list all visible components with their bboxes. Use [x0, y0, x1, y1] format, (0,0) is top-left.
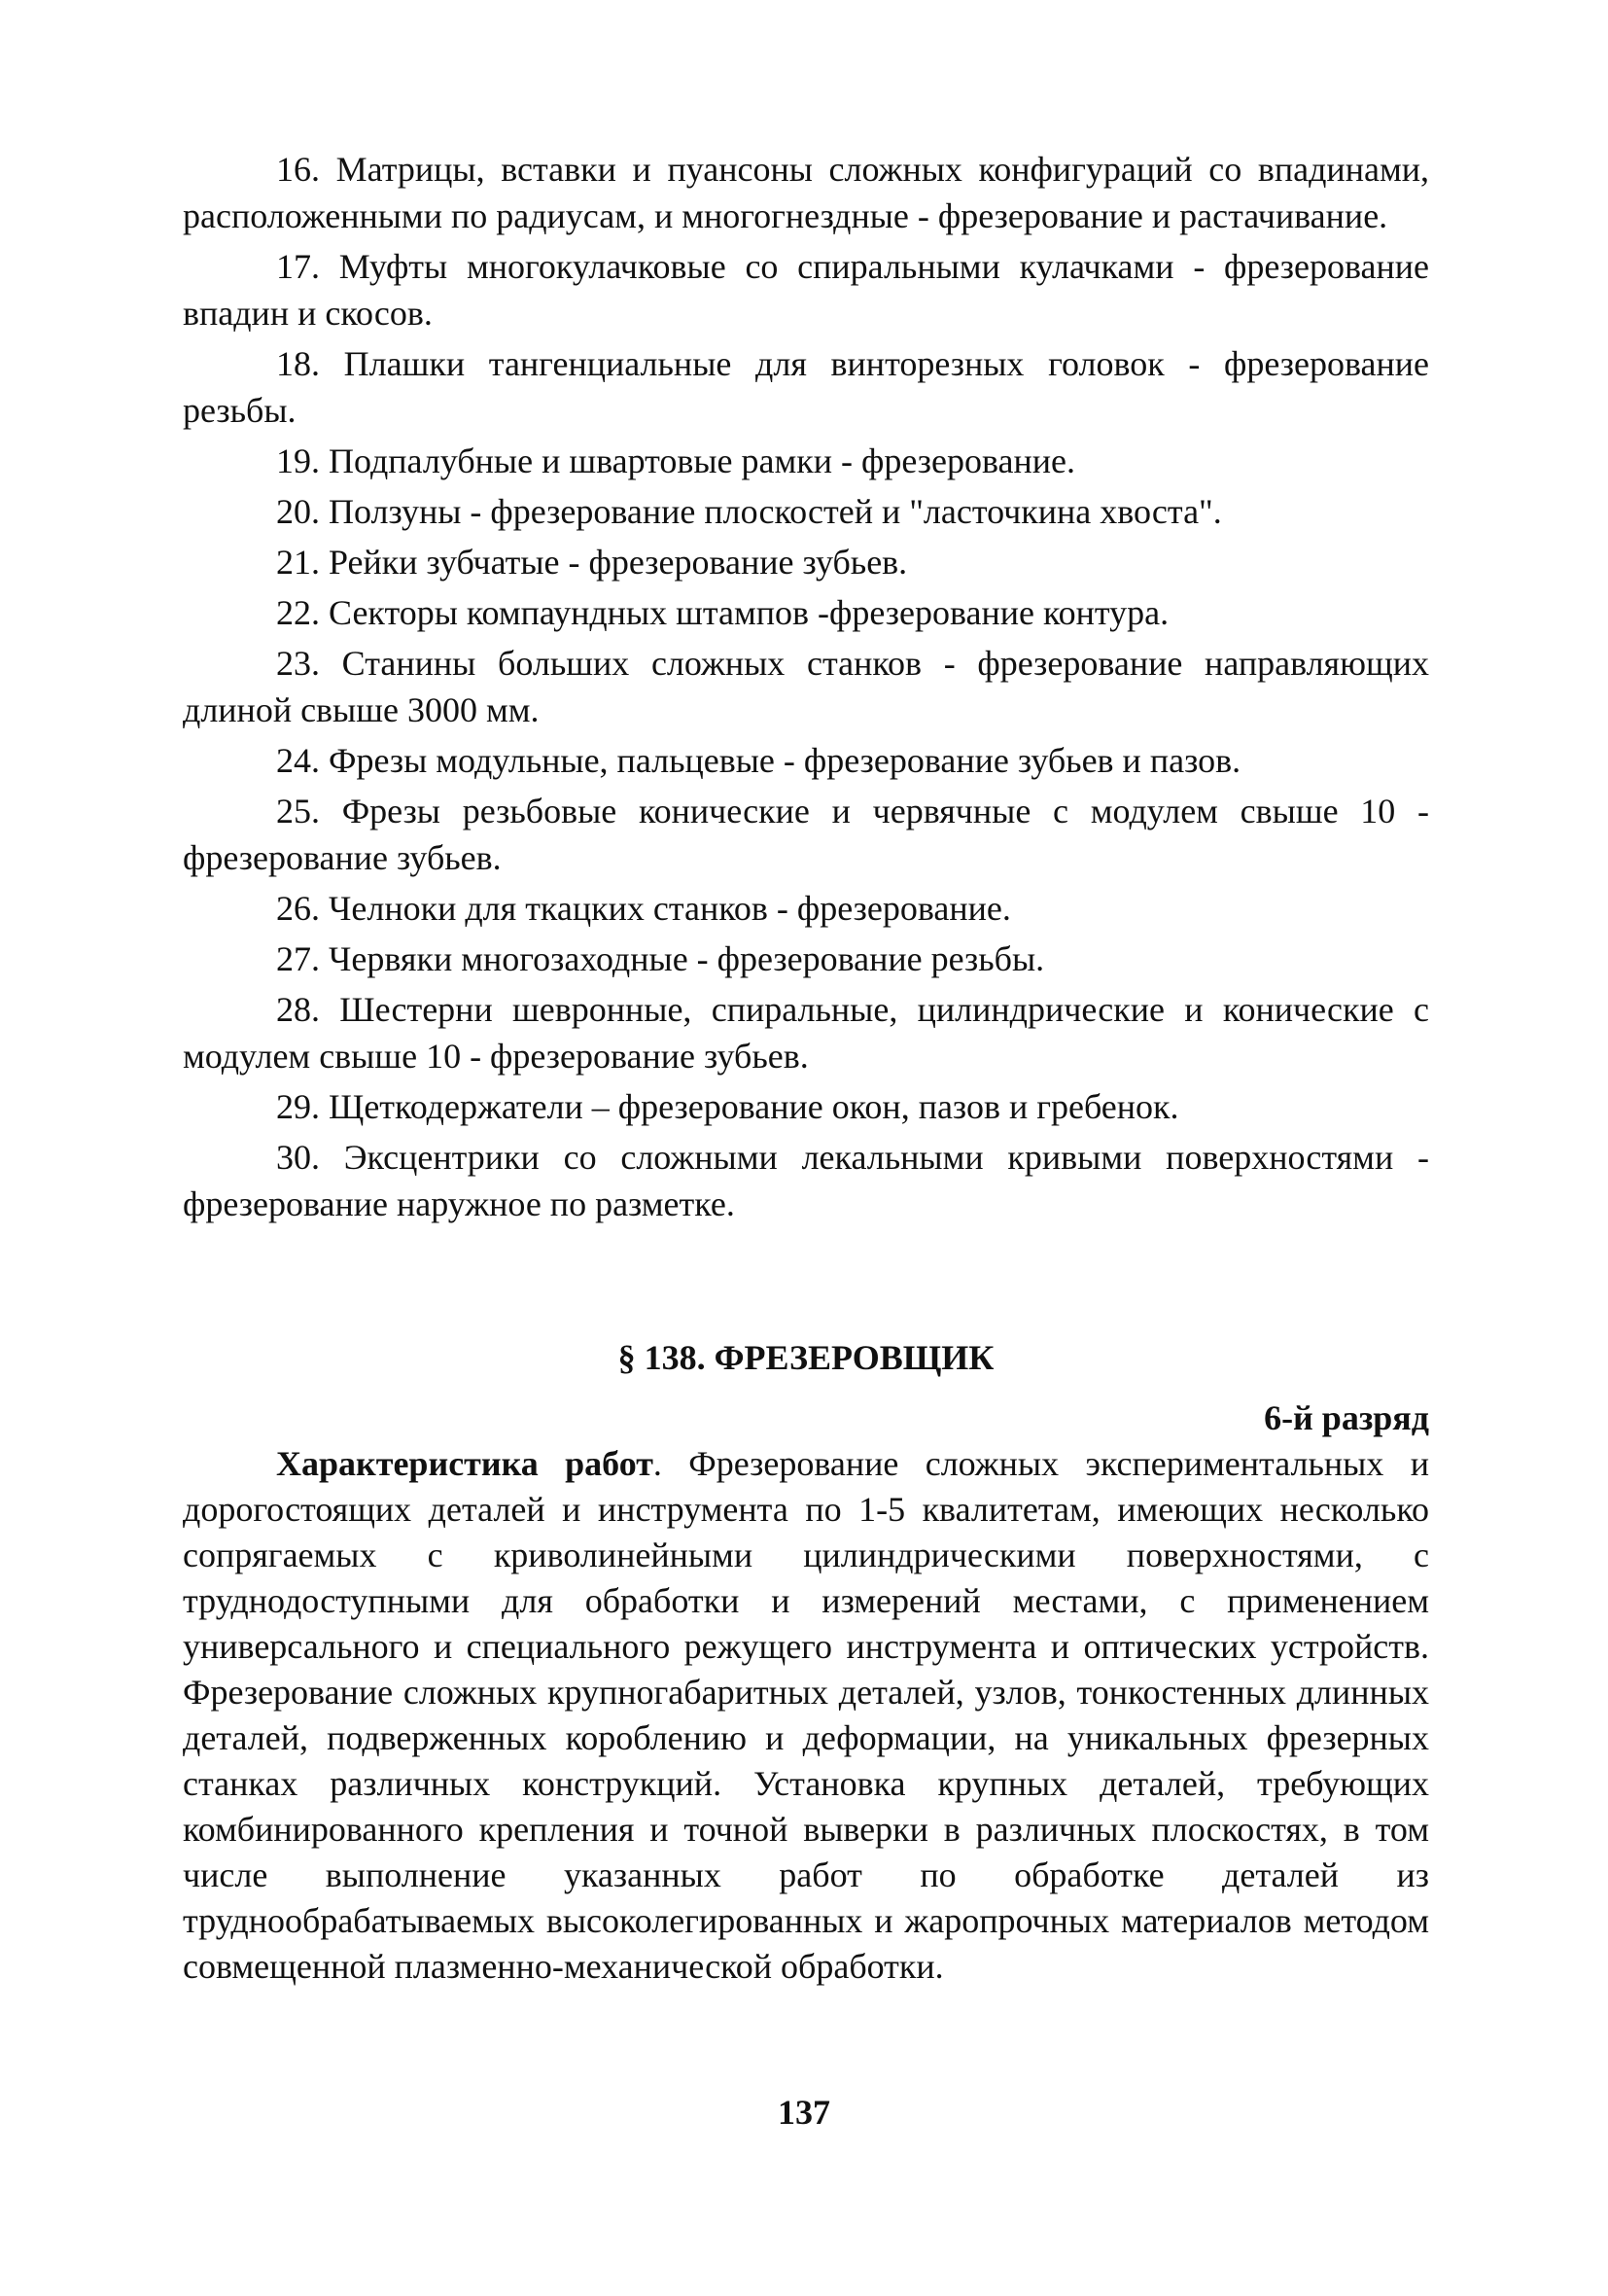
list-item-24: 24. Фрезы модульные, пальцевые - фрезерование зубьев и пазов. — [276, 741, 1241, 780]
list-item-16: 16. Матрицы, вставки и пуансоны сложных конфигураций со впадинами, расположенными по радиусам, и многогнездные - фрезерование и растачивание. — [183, 150, 1429, 235]
list-item-19: 19. Подпалубные и швартовые рамки - фрезерование. — [276, 442, 1075, 480]
list-item-23: 23. Станины больших сложных станков - фрезерование направляющих длиной свыше 3000 мм. — [183, 644, 1429, 729]
list-item-20: 20. Ползуны - фрезерование плоскостей и "ласточкина хвоста". — [276, 492, 1222, 531]
list-item-27: 27. Червяки многозаходные - фрезерование резьбы. — [276, 939, 1045, 978]
document-page — [183, 146, 1429, 1990]
list-item-26: 26. Челноки для ткацких станков - фрезерование. — [276, 889, 1011, 928]
list-item-30: 30. Эксцентрики со сложными лекальными кривыми поверхностями - фрезерование наружное по разметке. — [183, 1138, 1429, 1223]
section-title: § 138. ФРЕЗЕРОВЩИК — [617, 1338, 995, 1377]
list-item-22: 22. Секторы компаундных штампов -фрезерование контура. — [276, 593, 1170, 632]
list-item-21: 21. Рейки зубчатые - фрезерование зубьев. — [276, 543, 908, 582]
characteristic-paragraph — [183, 1441, 1429, 1990]
characteristic-text: . Фрезерование сложных экспериментальных и дорогостоящих деталей и инструмента по 1-5 квалитетам, имеющих несколько сопрягаемых с криволинейными цилиндрическими поверхностями, с труднодоступными для обработки и измерений местами, с применением универсального и специального режущего инструмента и оптических устройств. Фрезерование сложных крупногабаритных деталей, узлов, тонкостенных длинных деталей, подверженных короблению и деформации, на уникальных фрезерных станках различных конструкций. Установка крупных деталей, требующих комбинированного крепления и точной выверки в различных плоскостях, в том числе выполнение указанных работ по обработке деталей из труднообрабатываемых высоколегированных и жаропрочных материалов методом совмещенной плазменно-механической обработки. — [183, 1444, 1429, 1986]
characteristic-label: Характеристика работ — [276, 1444, 653, 1483]
list-item-18: 18. Плашки тангенциальные для винторезных головок - фрезерование резьбы. — [183, 344, 1429, 430]
list-item-25: 25. Фрезы резьбовые конические и червячные с модулем свыше 10 - фрезерование зубьев. — [183, 792, 1429, 877]
grade-label: 6-й разряд — [1264, 1398, 1429, 1437]
page-number: 137 — [778, 2093, 830, 2132]
list-item-29: 29. Щеткодержатели – фрезерование окон, пазов и гребенок. — [276, 1087, 1179, 1126]
list-item-28: 28. Шестерни шевронные, спиральные, цилиндрические и конические с модулем свыше 10 - фрезерование зубьев. — [183, 990, 1429, 1076]
list-item-17: 17. Муфты многокулачковые со спиральными кулачками - фрезерование впадин и скосов. — [183, 247, 1429, 333]
